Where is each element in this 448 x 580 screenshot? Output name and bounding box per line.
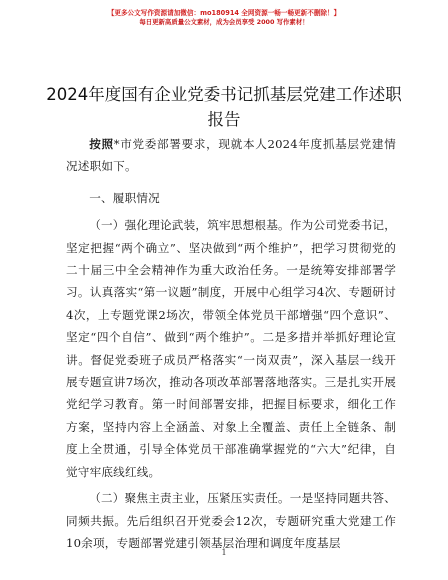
intro-label: 按照 bbox=[89, 137, 114, 151]
promo-banner-line-1: 【更多公文写作资源请加微信：mo180914 全网资源一畅一畅更新不删除！】 bbox=[107, 9, 341, 17]
intro-paragraph bbox=[66, 133, 396, 178]
paragraph-theory: （一）强化理论武装，筑牢思想根基。作为公司党委书记，坚定把握“两个确立”、坚决做到“两个维护”，把学习贯彻党的二十届三中全会精神作为重大政治任务。一是统筹安排部署学习。认真落实“第一议题”制度，开展中心组学习4次、专题研讨4次，上专题党课2场次，带领全体党员干部增强“四个意识”、坚定“四个自信”、做到“两个维护”。二是多措并举抓好理论宣讲。督促党委班子成员严格落实“一岗双责”，深入基层一线开展专题宣讲7场次，推动各项改革部署落地落实。三是扎实开展党纪学习教育。第一时间部署安排，把握目标要求，细化工作方案，坚持内容上全涵盖、对象上全覆盖、责任上全链条、制度上全贯通，引导全体党员干部准确掌握党的“六大”纪律，自觉守牢底线红线。 bbox=[66, 218, 396, 479]
intro-text: *市党委部署要求，现就本人2024年度抓基层党建情况述职如下。 bbox=[66, 137, 396, 174]
section-heading-performance: 一、履职情况 bbox=[89, 190, 160, 205]
promo-banner bbox=[0, 9, 448, 27]
page-number: 1 bbox=[221, 548, 227, 557]
paragraph-responsibility: （二）聚焦主责主业，压紧压实责任。一是坚持同题共答、同频共振。先后组织召开党委会12次，专题研究重大党建工作10余项，专题部署党建引领基层治理和调度年度基层 bbox=[66, 491, 396, 550]
document-body bbox=[66, 133, 396, 554]
promo-banner-line-2: 每日更新高质量公文素材，成为会员享受 2000 写作素材！ bbox=[139, 18, 309, 26]
document-title: 2024年度国有企业党委书记抓基层党建工作述职报告 bbox=[46, 85, 402, 129]
